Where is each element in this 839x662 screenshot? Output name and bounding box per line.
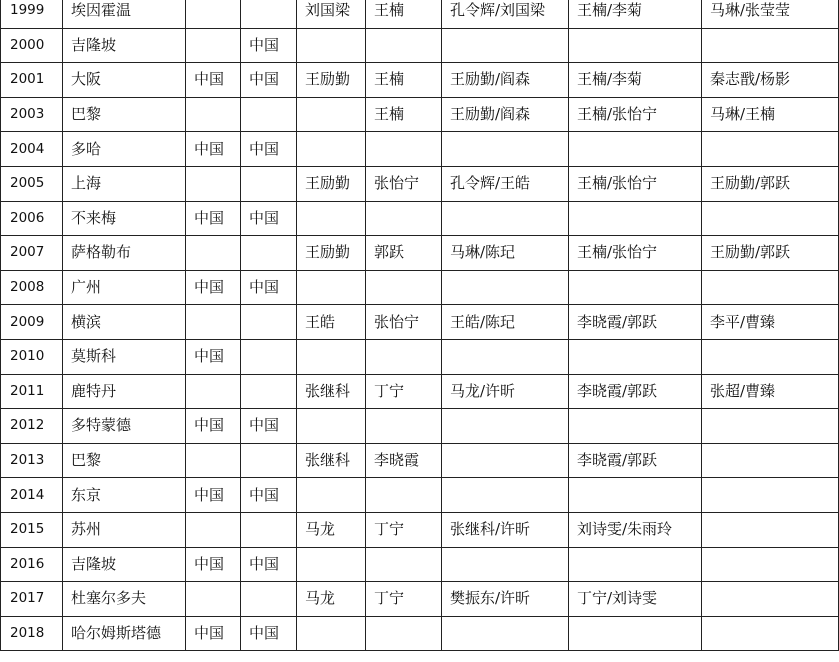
womens-team-cell [241,305,297,340]
mens-team-cell: 中国 [186,132,241,167]
table-row [1,339,839,374]
womens-doubles-cell: 王楠/张怡宁 [569,97,702,132]
womens-doubles-cell [569,616,702,651]
mens-doubles-cell: 王励勤/阎森 [442,63,569,98]
womens-singles-cell: 李晓霞 [366,443,442,478]
mens-team-cell: 中国 [186,547,241,582]
table-row [1,374,839,409]
womens-doubles-cell [569,201,702,236]
host-city-cell: 横滨 [63,305,186,340]
year-cell: 2005 [1,166,63,201]
mens-doubles-cell [442,478,569,513]
mens-doubles-cell: 马龙/许昕 [442,374,569,409]
womens-singles-cell: 郭跃 [366,236,442,271]
mixed-doubles-cell [702,132,839,167]
womens-singles-cell: 张怡宁 [366,166,442,201]
mens-doubles-cell: 张继科/许昕 [442,512,569,547]
mens-team-cell: 中国 [186,63,241,98]
host-city-cell: 巴黎 [63,97,186,132]
mens-team-cell [186,512,241,547]
year-cell: 2009 [1,305,63,340]
mens-singles-cell [297,478,366,513]
mens-doubles-cell: 王皓/陈玘 [442,305,569,340]
womens-doubles-cell [569,478,702,513]
womens-doubles-cell: 王楠/李菊 [569,0,702,28]
year-cell: 2017 [1,582,63,617]
womens-team-cell: 中国 [241,478,297,513]
table-row [1,236,839,271]
womens-singles-cell: 王楠 [366,63,442,98]
host-city-cell: 上海 [63,166,186,201]
table-row [1,305,839,340]
womens-singles-cell [366,616,442,651]
womens-singles-cell [366,547,442,582]
host-city-cell: 巴黎 [63,443,186,478]
year-cell: 2015 [1,512,63,547]
womens-doubles-cell: 李晓霞/郭跃 [569,443,702,478]
year-cell: 2001 [1,63,63,98]
womens-team-cell [241,374,297,409]
mens-doubles-cell: 马琳/陈玘 [442,236,569,271]
mens-team-cell [186,582,241,617]
womens-singles-cell [366,478,442,513]
womens-singles-cell [366,409,442,444]
host-city-cell: 不来梅 [63,201,186,236]
womens-doubles-cell: 李晓霞/郭跃 [569,305,702,340]
womens-team-cell: 中国 [241,547,297,582]
mens-singles-cell [297,616,366,651]
mens-doubles-cell [442,443,569,478]
mens-team-cell [186,97,241,132]
host-city-cell: 多哈 [63,132,186,167]
mens-doubles-cell: 樊振东/许昕 [442,582,569,617]
mixed-doubles-cell [702,478,839,513]
mens-singles-cell [297,132,366,167]
mens-doubles-cell [442,28,569,63]
mixed-doubles-cell: 张超/曹臻 [702,374,839,409]
host-city-cell: 埃因霍温 [63,0,186,28]
womens-singles-cell: 丁宁 [366,374,442,409]
mixed-doubles-cell [702,339,839,374]
womens-singles-cell: 张怡宁 [366,305,442,340]
mens-team-cell: 中国 [186,201,241,236]
year-cell: 2008 [1,270,63,305]
womens-singles-cell: 王楠 [366,0,442,28]
womens-team-cell: 中国 [241,201,297,236]
womens-singles-cell [366,201,442,236]
mens-doubles-cell: 孔令辉/王皓 [442,166,569,201]
womens-team-cell [241,166,297,201]
table-row [1,478,839,513]
table-row [1,28,839,63]
mens-team-cell [186,166,241,201]
mens-team-cell [186,236,241,271]
mens-singles-cell: 张继科 [297,374,366,409]
host-city-cell: 苏州 [63,512,186,547]
womens-doubles-cell [569,547,702,582]
mixed-doubles-cell [702,28,839,63]
year-cell: 2000 [1,28,63,63]
womens-team-cell [241,236,297,271]
mixed-doubles-cell [702,582,839,617]
mens-singles-cell: 马龙 [297,512,366,547]
mixed-doubles-cell [702,512,839,547]
womens-doubles-cell: 李晓霞/郭跃 [569,374,702,409]
womens-doubles-cell [569,28,702,63]
year-cell: 2011 [1,374,63,409]
mens-doubles-cell: 孔令辉/刘国梁 [442,0,569,28]
year-cell: 2014 [1,478,63,513]
womens-singles-cell: 王楠 [366,97,442,132]
host-city-cell: 多特蒙德 [63,409,186,444]
mens-team-cell: 中国 [186,478,241,513]
host-city-cell: 东京 [63,478,186,513]
womens-team-cell [241,97,297,132]
womens-team-cell [241,512,297,547]
year-cell: 2004 [1,132,63,167]
womens-doubles-cell [569,339,702,374]
table-row [1,97,839,132]
host-city-cell: 大阪 [63,63,186,98]
mens-singles-cell: 王励勤 [297,166,366,201]
mens-singles-cell [297,270,366,305]
mixed-doubles-cell: 李平/曹臻 [702,305,839,340]
mixed-doubles-cell: 秦志戬/杨影 [702,63,839,98]
womens-team-cell [241,0,297,28]
mens-team-cell [186,28,241,63]
table-row [1,616,839,651]
mixed-doubles-cell: 马琳/王楠 [702,97,839,132]
table-body [1,0,839,651]
year-cell: 2003 [1,97,63,132]
mens-singles-cell [297,547,366,582]
table-row [1,582,839,617]
mens-singles-cell: 王皓 [297,305,366,340]
table-row [1,132,839,167]
year-cell: 2007 [1,236,63,271]
womens-singles-cell [366,132,442,167]
mens-singles-cell: 王励勤 [297,63,366,98]
womens-singles-cell [366,28,442,63]
table-row [1,166,839,201]
mens-singles-cell: 马龙 [297,582,366,617]
year-cell: 2006 [1,201,63,236]
womens-team-cell: 中国 [241,409,297,444]
womens-team-cell: 中国 [241,270,297,305]
mens-team-cell: 中国 [186,270,241,305]
host-city-cell: 莫斯科 [63,339,186,374]
host-city-cell: 吉隆坡 [63,28,186,63]
year-cell: 2013 [1,443,63,478]
host-city-cell: 哈尔姆斯塔德 [63,616,186,651]
mens-doubles-cell [442,270,569,305]
womens-team-cell: 中国 [241,132,297,167]
mens-singles-cell: 王励勤 [297,236,366,271]
table-row [1,270,839,305]
womens-doubles-cell: 王楠/李菊 [569,63,702,98]
womens-singles-cell: 丁宁 [366,512,442,547]
womens-team-cell [241,443,297,478]
table-row [1,0,839,28]
womens-team-cell: 中国 [241,63,297,98]
womens-doubles-cell [569,270,702,305]
mens-singles-cell [297,339,366,374]
year-cell: 2016 [1,547,63,582]
mens-team-cell [186,443,241,478]
host-city-cell: 杜塞尔多夫 [63,582,186,617]
mens-doubles-cell [442,547,569,582]
host-city-cell: 鹿特丹 [63,374,186,409]
womens-team-cell [241,582,297,617]
mixed-doubles-cell: 王励勤/郭跃 [702,236,839,271]
year-cell: 2012 [1,409,63,444]
mens-doubles-cell [442,339,569,374]
womens-doubles-cell [569,132,702,167]
table-row [1,443,839,478]
mixed-doubles-cell: 马琳/张莹莹 [702,0,839,28]
year-cell: 2018 [1,616,63,651]
mens-singles-cell: 张继科 [297,443,366,478]
mens-team-cell [186,305,241,340]
womens-doubles-cell [569,409,702,444]
womens-doubles-cell: 刘诗雯/朱雨玲 [569,512,702,547]
table-row [1,63,839,98]
mens-team-cell: 中国 [186,409,241,444]
table-row [1,512,839,547]
table-row [1,409,839,444]
mens-team-cell [186,374,241,409]
mens-singles-cell [297,97,366,132]
womens-team-cell: 中国 [241,28,297,63]
mens-doubles-cell [442,132,569,167]
mixed-doubles-cell [702,443,839,478]
host-city-cell: 广州 [63,270,186,305]
mixed-doubles-cell [702,270,839,305]
year-cell: 2010 [1,339,63,374]
mens-singles-cell: 刘国梁 [297,0,366,28]
womens-singles-cell [366,339,442,374]
womens-doubles-cell: 王楠/张怡宁 [569,166,702,201]
mixed-doubles-cell [702,616,839,651]
womens-doubles-cell: 王楠/张怡宁 [569,236,702,271]
host-city-cell: 萨格勒布 [63,236,186,271]
womens-doubles-cell: 丁宁/刘诗雯 [569,582,702,617]
womens-singles-cell [366,270,442,305]
mens-doubles-cell [442,616,569,651]
year-cell: 1999 [1,0,63,28]
mens-team-cell: 中国 [186,616,241,651]
womens-singles-cell: 丁宁 [366,582,442,617]
mens-doubles-cell [442,201,569,236]
mens-doubles-cell: 王励勤/阎森 [442,97,569,132]
mixed-doubles-cell: 王励勤/郭跃 [702,166,839,201]
host-city-cell: 吉隆坡 [63,547,186,582]
mens-singles-cell [297,201,366,236]
womens-team-cell: 中国 [241,616,297,651]
mens-team-cell [186,0,241,28]
womens-team-cell [241,339,297,374]
mixed-doubles-cell [702,201,839,236]
mens-team-cell: 中国 [186,339,241,374]
mens-singles-cell [297,28,366,63]
mens-doubles-cell [442,409,569,444]
table-row [1,547,839,582]
table-row [1,201,839,236]
mixed-doubles-cell [702,547,839,582]
mens-singles-cell [297,409,366,444]
mixed-doubles-cell [702,409,839,444]
